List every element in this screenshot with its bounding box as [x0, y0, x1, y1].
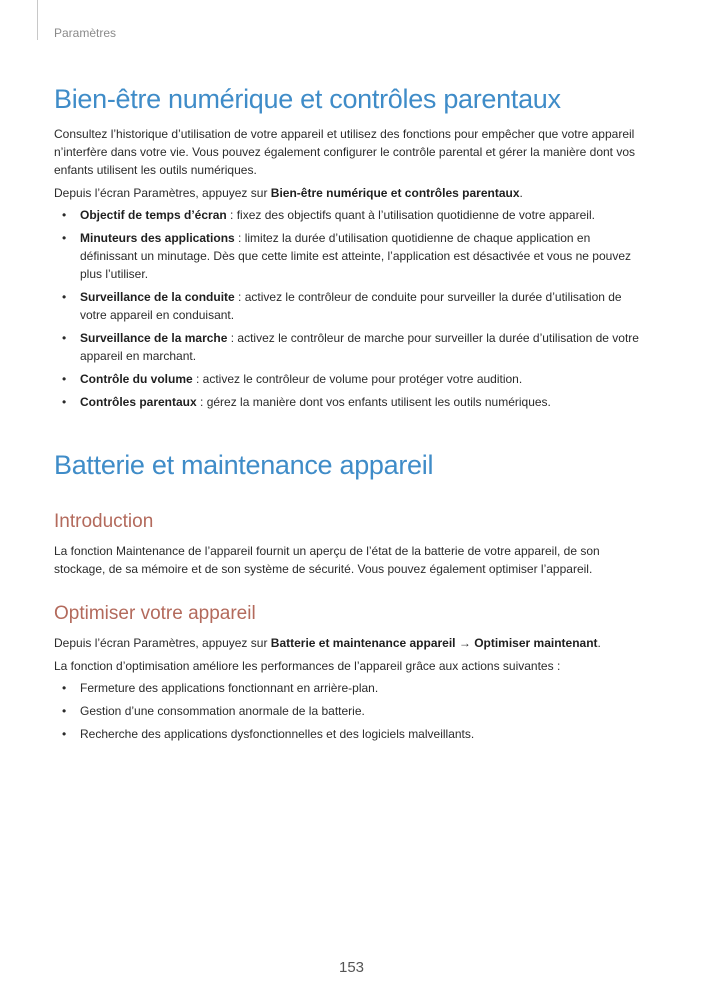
path-item: Bien-être numérique et contrôles parentaux	[270, 186, 520, 200]
path-item-optimize: Optimiser maintenant	[474, 636, 598, 650]
bullet: •	[62, 395, 67, 409]
page-content	[54, 82, 644, 748]
optimize-path	[54, 634, 644, 652]
feature-desc: : gérez la manière dont vos enfants utilisent les outils numériques.	[196, 395, 551, 409]
feature-item	[54, 288, 644, 324]
bullet: •	[62, 331, 67, 345]
path-suffix: .	[519, 186, 523, 200]
feature-term: Surveillance de la conduite	[80, 290, 235, 304]
optimize-lead: La fonction d’optimisation améliore les performances de l’appareil grâce aux actions suivantes :	[54, 659, 561, 673]
action-item	[54, 702, 644, 720]
bullet: •	[62, 704, 67, 718]
bullet: •	[62, 208, 67, 222]
running-header: Paramètres	[54, 26, 117, 40]
bullet: •	[62, 231, 67, 245]
action-item	[54, 679, 644, 697]
path-item-battery: Batterie et maintenance appareil	[270, 636, 456, 650]
path-prefix: Depuis l’écran Paramètres, appuyez sur	[54, 636, 271, 650]
feature-desc: : activez le contrôleur de volume pour protéger votre audition.	[192, 372, 523, 386]
feature-term: Contrôle du volume	[80, 372, 193, 386]
feature-desc: : activez le contrôleur de conduite pour surveiller la durée d’utilisation de votre appareil en conduisant.	[80, 290, 622, 322]
feature-term: Contrôles parentaux	[80, 395, 197, 409]
feature-item	[54, 329, 644, 365]
optimize-action-list	[54, 679, 644, 743]
introduction-text: La fonction Maintenance de l’appareil fournit un aperçu de l’état de la batterie de votre appareil, de son stockage, de sa mémoire et de son système de sécurité. Vous pouvez également optimiser l’appareil.	[54, 544, 600, 576]
feature-term: Objectif de temps d’écran	[80, 208, 227, 222]
bullet: •	[62, 290, 67, 304]
optimize-heading: Optimiser votre appareil	[54, 603, 256, 624]
action-item	[54, 725, 644, 743]
feature-term: Surveillance de la marche	[80, 331, 228, 345]
battery-title: Batterie et maintenance appareil	[54, 450, 434, 480]
wellbeing-feature-list	[54, 206, 644, 411]
bullet: •	[62, 681, 67, 695]
feature-item	[54, 370, 644, 388]
wellbeing-intro: Consultez l’historique d’utilisation de votre appareil et utilisez des fonctions pour empêcher que votre appareil n’interfère dans votre vie. Vous pouvez également configurer le contrôle parental et gérer la manière dont vos enfants utilisent les outils numériques.	[54, 127, 636, 177]
feature-desc: : limitez la durée d’utilisation quotidienne de chaque application en définissant un minutage. Dès que cette limite est atteinte, l’application est désactivée et vous ne pouvez plus l’utiliser.	[80, 231, 631, 281]
action-text: Fermeture des applications fonctionnant en arrière-plan.	[80, 681, 379, 695]
feature-term: Minuteurs des applications	[80, 231, 235, 245]
feature-item	[54, 393, 644, 411]
introduction-heading: Introduction	[54, 511, 154, 532]
feature-item	[54, 229, 644, 283]
bullet: •	[62, 727, 67, 741]
path-prefix: Depuis l’écran Paramètres, appuyez sur	[54, 186, 271, 200]
feature-desc: : activez le contrôleur de marche pour surveiller la durée d’utilisation de votre appareil en marchant.	[80, 331, 639, 363]
action-text: Recherche des applications dysfonctionnelles et des logiciels malveillants.	[80, 727, 475, 741]
wellbeing-title: Bien-être numérique et contrôles parentaux	[54, 84, 561, 114]
feature-item	[54, 206, 644, 224]
wellbeing-path	[54, 184, 644, 202]
action-text: Gestion d’une consommation anormale de la batterie.	[80, 704, 365, 718]
page-number: 153	[338, 959, 365, 976]
margin-rule	[37, 0, 38, 40]
feature-desc: : fixez des objectifs quant à l’utilisation quotidienne de votre appareil.	[226, 208, 595, 222]
path-suffix: .	[597, 636, 601, 650]
bullet: •	[62, 372, 67, 386]
path-arrow: →	[455, 636, 475, 650]
